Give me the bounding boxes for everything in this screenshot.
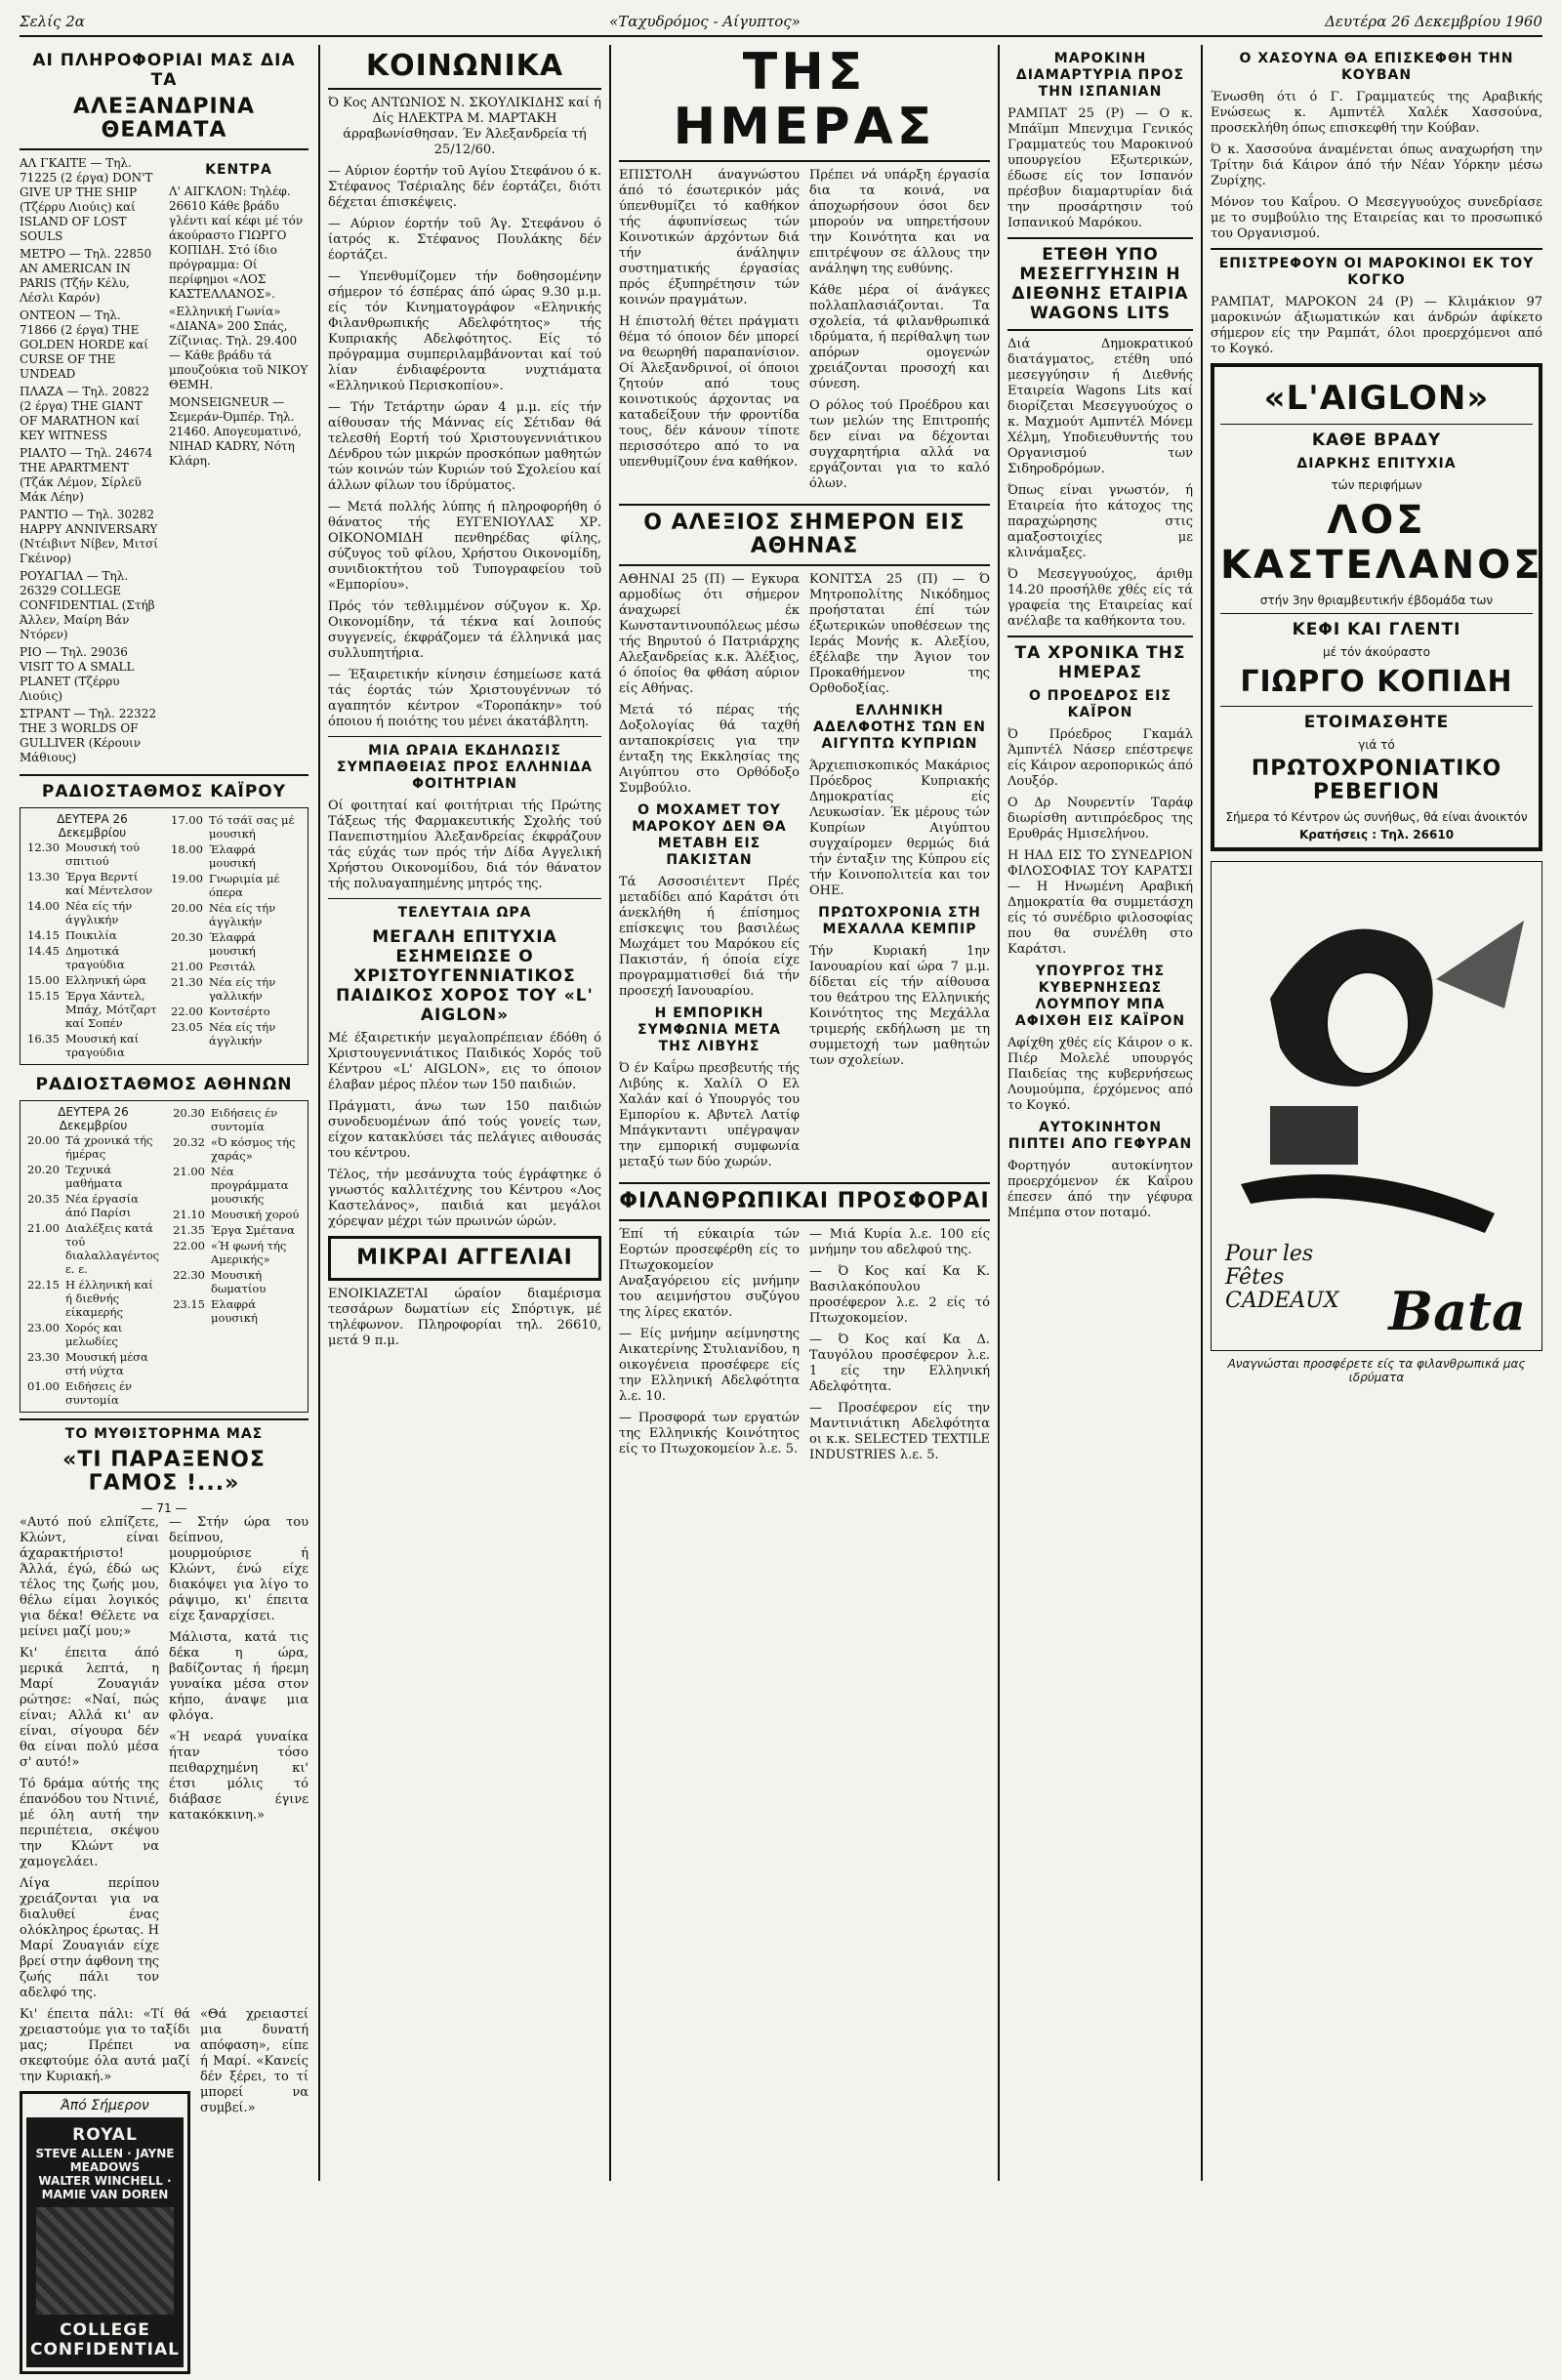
radio-athens-title: ΡΑΔΙΟΣΤΑΘΜΟΣ ΑΘΗΝΩΝ — [35, 1075, 293, 1094]
social-paragraph: — Τήν Τετάρτην ώραν 4 μ.μ. είς τήν αίθουσαν τής Μάννας είς Σέτιδαν θά τελεσθή Εορτή τού Χριστουγεννιάτικου Δένδρου τών μικρών προσκόπων μαθητών τών κοινών τών Κυριών τού Σχολείου καί άλλων φίλων του ίδρύματος. — [328, 400, 601, 493]
cinema-item: ΡΑΝΤΙΟ — Τηλ. 30282 HAPPY ANNIVERSARY (Ντέιβιντ Νίβεν, Μιτσί Γκέινορ) — [20, 508, 158, 565]
aiglon-ad-line: ΕΤΟΙΜΑΣΘΗΤΕ — [1303, 713, 1450, 732]
serial-paragraph: Κι' έπειτα πάλι: «Τί θά χρειαστούμε για το ταξίδι μας; Πρέπει να σκεφτούμε όλα αυτά μαζί την Κυριακή.» — [20, 2007, 190, 2084]
last-hour-label: ΤΕΛΕΥΤΑΙΑ ΩΡΑ — [397, 905, 532, 921]
column-entertainment — [20, 45, 308, 2359]
congo-headline: ΕΠΙΣΤΡΕΦΟΥΝ ΟΙ ΜΑΡΟΚΙΝΟΙ ΕΚ ΤΟΥ ΚΟΓΚΟ — [1218, 256, 1535, 288]
schedule-row — [168, 900, 304, 929]
editorial-paragraph: Πρέπει νά υπάρξη έργασία δια τα κοινά, να άποχωρήσουν όσοι δεν μπορούν να υπηρετήσουν την Κοινότητα και να επιτρέψουν σε άλλους την ανάληψη της ευθύνης. — [809, 168, 990, 276]
schedule-row — [170, 1222, 304, 1238]
social-paragraph: — Αύριον έορτήν τοῦ Αγίου Στεφάνου ό κ. Στέφανος Τσέριαλης δέν έορτάζει, διότι δέχεται έπισκέψεις. — [328, 164, 601, 210]
newyear-text: Τήν Κυριακή 1ην Ιανουαρίου καί ώρα 7 μ.μ. δίδεται είς τήν αίθουσα του θεάτρου της Ελληνικής Κοινότητος της Μεχάλλα τριμερής εκδήλωση με τη συμμετοχή των μαθητών των σχολείων. — [809, 944, 990, 1068]
aiglon-ad-singer: ΓΙΩΡΓΟ ΚΟΠΙΔΗ — [1240, 665, 1513, 699]
cypriots-headline: ΕΛΛΗΝΙΚΗ ΑΔΕΛΦΟΤΗΣ ΤΩΝ ΕΝ ΑΙΓΥΠΤΩ ΚΥΠΡΙΩΝ — [813, 703, 986, 752]
cypriots-text: Άρχιεπισκοπικός Μακάριος Πρόεδρος Κυπριακής Δημοκρατίας είς Λευκωσίαν. Έκ μέρους τών Κυπρίων Αιγύπτου συγχαίρομεν θερμώς διά τήν ένταξιν της Κύπρου είς τήν Κοινοπολιτεία και τον ΟΗΕ. — [809, 759, 990, 898]
kentra-item: Λ' ΑΙΓΚΛΟΝ: Τηλέφ. 26610 Κάθε βράδυ γλέντι καί κέφι μέ τόν άκούραστο ΓΙΩΡΓΟ ΚΟΠΙΔΗ. Στό ίδιο πρόγραμμα: Οί περίφημοι «ΛΟΣ ΚΑΣΤΕΛΛΑΝΟΣ». — [169, 185, 304, 301]
schedule-time: 19.00 — [171, 872, 203, 885]
charity-item: — Μιά Κυρία λ.ε. 100 είς μνήμην του αδελφού της. — [809, 1227, 990, 1257]
small-ad: ΕΝΟΙΚΙΑΖΕΤΑΙ ώραίον διαμέρισμα τεσσάρων δωματίων είς Σπόρτιγκ, μέ τηλέφωνον. Πληροφορίαι τηλ. 26610, μετά 9 π.μ. — [328, 1287, 601, 1348]
schedule-row — [24, 1162, 162, 1191]
accident-headline: ΑΥΤΟΚΙΝΗΤΟΝ ΠΙΠΤΕΙ ΑΠΟ ΓΕΦΥΡΑΝ — [1007, 1120, 1193, 1152]
fir-branch-shape — [1436, 921, 1524, 1008]
libya-text: Ό έν Καΐρω πρεσβευτής τής Λιβύης κ. Χαλίλ Ο Ελ Χαλάν καί ό Υπουργός του Εμπορίου κ. Αβντελ Λατίφ Μπάγκνταντι υπέγραψαν την εμπορική συμφωνία μεταξύ των δύο χωρών. — [619, 1061, 800, 1169]
schedule-row — [170, 1296, 304, 1326]
minister-headline: ΥΠΟΥΡΓΟΣ ΤΗΣ ΚΥΒΕΡΝΗΣΕΩΣ ΛΟΥΜΠΟΥ ΜΠΑ ΑΦΙΧΘΗ ΕΙΣ ΚΑΪΡΟΝ — [1014, 964, 1186, 1029]
editorial-paragraph: ΕΠΙΣΤΟΛΗ άναγνώστου άπό τό έσωτερικόν μάς ύπενθυμίζει τό καθήκον τής άφυπνίσεως τών Κοινοτικών άρχόντων διά τήν άνάληψιν συστηματικής έργασίας πρός έξυπηρέτησιν τών κοινών πραγμάτων. — [619, 168, 800, 308]
editorial-paragraph: Η έπιστολή θέτει πράγματι θέμα τό όποιον δέν μπορεί να θεωρηθή παραπανίσιον. Οί Άλεξανδρινοί, οί όποιοι ζητούν από τους κοινοτικούς άρχοντας να καταδείξουν τήν φροντίδα τους, δέν κάνουν τίποτε περισσότερο από το να υπενθυμίζουν ένα καθήκον. — [619, 314, 800, 470]
serial-paragraph: Μάλιστα, κατά τις δέκα η ώρα, βαδίζοντας ή ήρεμη γυναίκα μέσα στον κήπο, άναψε μια φλόγα. — [169, 1630, 308, 1723]
radio-athens-right-table — [170, 1105, 304, 1326]
serial-paragraph: Λίγα περίπου χρειάζονται για να διαλυθεί ένας ολόκληρος έρωτας. Η Μαρί Ζουαγιάν είχε βρεί στην άφθονη της ζωής πάλι τον αδελφό της. — [20, 1876, 159, 2000]
schedule-row — [24, 988, 160, 1031]
schedule-program: Νέα προγράμματα μουσικής — [211, 1165, 289, 1206]
column-rule — [1201, 45, 1203, 2181]
schedule-program: Νέα είς τήν γαλλικήν — [208, 975, 276, 1003]
schedule-row — [24, 840, 160, 869]
schedule-program: «Ό κόσμος τής χαράς» — [211, 1135, 296, 1163]
film-still-image — [36, 2207, 174, 2315]
wagons-paragraph: Διά Δημοκρατικού διατάγματος, ετέθη υπό μεσεγγύησιν ή Διεθνής Εταιρεία Wagons Lits καί διορίζεται Μεσεγγυούχος ο κ. Μαχμούτ Αμπντέλ Μόνεμ Χέλμη, Υποδιευθυντής του Οργανισμού των Σιδηροδρόμων. — [1007, 337, 1193, 476]
schedule-program: Έργα Χάντελ, Μπάχ, Μότζαρτ καί Σοπέν — [64, 989, 157, 1030]
cinema-item: ΑΛ ΓΚΑΙΤΕ — Τηλ. 71225 (2 έργα) DON'T GIVE UP THE SHIP (Τζέρρυ Λιούις) καί ISLAND OF LOST SOULS — [20, 156, 153, 243]
schedule-time: 17.00 — [171, 813, 203, 827]
party-paragraph: Μέ έξαιρετικήν μεγαλοπρέπειαν έδόθη ό Χριστουγεννιάτικος Παιδικός Χορός τοῦ Κέντρου «L' AIGLON», εις το όποιον έλαβαν μέρος πλέον των 150 παιδιών. — [328, 1031, 601, 1092]
schedule-program: Κοντσέρτο — [208, 1005, 270, 1018]
schedule-program: Ειδήσεις έν συντομία — [64, 1379, 133, 1407]
aiglon-ad-event: ΠΡΩΤΟΧΡΟΝΙΑΤΙΚΟ ΡΕΒΕΓΙΟΝ — [1251, 757, 1502, 804]
schedule-program: Ελαφρά μουσική — [211, 1297, 258, 1325]
schedule-row — [24, 898, 160, 927]
schedule-time: 20.30 — [171, 930, 203, 944]
schedule-time: 16.35 — [27, 1032, 60, 1046]
schedule-program: Τεχνικά μαθήματα — [64, 1163, 123, 1190]
schedule-time: 14.45 — [27, 944, 60, 958]
radio-athens-schedule — [20, 1100, 308, 1413]
schedule-row — [170, 1238, 304, 1267]
column-social — [328, 45, 601, 2181]
cinema-item: ΡΙΟ — Τηλ. 29036 VISIT TO A SMALL PLANET (Τζέρρυ Λιούις) — [20, 645, 135, 703]
bata-logo: Bata — [1388, 1280, 1526, 1342]
schedule-row — [24, 927, 160, 943]
sympathy-headline: ΜΙΑ ΩΡΑΙΑ ΕΚΔΗΛΩΣΙΣ ΣΥΜΠΑΘΕΙΑΣ ΠΡΟΣ ΕΛΛΗΝΙΔΑ ΦΟΙΤΗΤΡΙΑΝ — [337, 743, 593, 792]
social-paragraph: — Έξαιρετικήν κίνησιν έσημείωσε κατά τάς έορτάς τών Χριστουγέννων τό αγαπητόν κέντρον «Τοροπάκην» τού όποιου ή ποιότης του μένει άκατάβλητη. — [328, 668, 601, 729]
schedule-time: 01.00 — [27, 1379, 60, 1393]
aiglon-ad-line: τών περιφήμων — [1331, 478, 1422, 492]
social-paragraph: — Αύριον έορτήν τοῦ Άγ. Στεφάνου ό ίατρός κ. Στέφανος Πουλάκης δέν έορτάζει. — [328, 217, 601, 263]
alexios-paragraph: Μετά τό πέρας τής Δοξολογίας θά ταχθή ανταποκρίσεις για την ένταξη της Εκκλησίας της Αιγύπτου στο Ορθόδοξο Συμβούλιο. — [619, 703, 800, 796]
party-paragraph: Τέλος, τήν μεσάνυχτα τούς έγράφτηκε ό γνωστός καλλιτέχνης του Κέντρου «Λος Καστελάνος», παιδιά και μεγάλοι χόρεψαν μέχρι τών πρωινών ώρών. — [328, 1168, 601, 1229]
morocco-headline: ΜΑΡΟΚΙΝΗ ΔΙΑΜΑΡΤΥΡΙΑ ΠΡΟΣ ΤΗΝ ΙΣΠΑΝΙΑΝ — [1015, 51, 1185, 100]
schedule-time: 20.00 — [171, 901, 203, 915]
schedule-row — [168, 959, 304, 974]
schedule-program: Διαλέξεις κατά τού διαλαλλαγέντος ε. ε. — [64, 1221, 160, 1276]
charity-item: — Προσέφερον είς την Μαντινιάτικη Αδελφότητα οι κ.κ. SELECTED TEXTILE INDUSTRIES λ.ε. 5. — [809, 1401, 990, 1462]
radio-athens-left-table — [24, 1132, 162, 1408]
schedule-time: 12.30 — [27, 841, 60, 854]
alexios-paragraph: ΑΘΗΝΑΙ 25 (Π) — Εγκυρα αρμοδίως ότι σήμερον άναχωρεί έκ Κωνσταντινουπόλεως μέσω τής Βηρυτού ό Πατριάρχης Αλεξανδρείας κ.κ. Άλέξιος, ό όποίος θα φθάση αύριον είς Αθήνας. — [619, 572, 800, 696]
schedule-time: 21.10 — [173, 1208, 206, 1221]
aiglon-ad-line: ΚΕΦΙ ΚΑΙ ΓΛΕΝΤΙ — [1292, 620, 1461, 639]
listings-title: ΑΛΕΞΑΝΔΡΙΝΑ ΘΕΑΜΑΤΑ — [72, 95, 256, 143]
schedule-program: Έλαφρά μουσική — [208, 842, 256, 870]
schedule-row — [24, 1378, 162, 1408]
schedule-program: Γνωριμία μέ όπερα — [208, 872, 280, 899]
schedule-row — [168, 929, 304, 959]
serial-paragraph: «Θά χρειαστεί μια δυνατή απόφαση», είπε ή Μαρί. «Κανείς δέν ξέρει, το τί μπορεί να συμβεί.» — [199, 2007, 308, 2115]
column-today — [619, 45, 990, 2181]
kentra-list — [169, 156, 308, 768]
radio-athens-date: ΔΕΥΤΕΡΑ 26 Δεκεμβρίου — [58, 1105, 129, 1132]
engagement-notice: Ό Κος ΑΝΤΩΝΙΟΣ Ν. ΣΚΟΥΛΙΚΙΔΗΣ καί ή Δίς ΗΛΕΚΤΡΑ Μ. ΜΑΡΤΑΚΗ άρραβωνίσθησαν. Έν Άλεξανδρεία τή 25/12/60. — [328, 96, 601, 157]
schedule-program: Τά χρονικά τής ήμέρας — [64, 1133, 153, 1161]
page-header — [20, 8, 1542, 37]
morocco-text: ΡΑΜΠΑΤ 25 (Ρ) — Ο κ. Μπάϊμπ Μπενχιμα Γενικός Γραμματεύς του Μαροκινού υπουργείου Εξωτερικών, έδωσε είς τον Ισπανόν πρέσβυν διαμαρτυρίαν διά την προσάρτησιν τού Ισπανικού Μαρόκου. — [1007, 106, 1193, 230]
chronika-headline: ΤΑ ΧΡΟΝΙΚΑ ΤΗΣ ΗΜΕΡΑΣ — [1014, 643, 1186, 682]
charity-footer: Αναγνώσται προσφέρετε είς τα φιλανθρωπικά μας ιδρύματα — [1227, 1357, 1526, 1384]
serial-paragraph: «Ή νεαρά γυναίκα ήταν τόσο πειθαρχημένη κι' έτσι μόλις τό διάβασε έγινε κατακόκκινη.» — [169, 1730, 308, 1823]
schedule-program: Μουσική τού σπιτιού — [64, 841, 140, 868]
column-rule — [609, 45, 611, 2181]
pakistan-headline: Ο ΜΟΧΑΜΕΤ ΤΟΥ ΜΑΡΟΚΟΥ ΔΕΝ ΘΑ ΜΕΤΑΒΗ ΕΙΣ ΠΑΚΙΣΤΑΝ — [632, 802, 787, 868]
schedule-row — [24, 1191, 162, 1220]
schedule-time: 15.00 — [27, 973, 60, 987]
schedule-row — [170, 1134, 304, 1164]
cinema-item: ΡΙΑΛΤΟ — Τηλ. 24674 THE APARTMENT (Τζάκ Λέμον, Σίρλεϋ Μάκ Λέην) — [20, 446, 153, 504]
schedule-row — [168, 841, 304, 871]
kentra-item: MONSEIGNEUR — Σεμεράν-Όμπέρ. Τηλ. 21460. Απογευματινό, NIHAD KADRY, Νότη Κλάρη. — [169, 395, 302, 468]
schedule-row — [24, 1220, 162, 1277]
schedule-time: 13.30 — [27, 870, 60, 883]
schedule-row — [24, 972, 160, 988]
schedule-time: 20.00 — [27, 1133, 60, 1147]
kentra-title: ΚΕΝΤΡΑ — [205, 162, 272, 178]
accident-text: Φορτηγόν αυτοκίνητον προερχόμενον έκ Καΐρου έπεσεν άπό την γέφυρα Μπέμπα στον ποταμό. — [1007, 1159, 1193, 1220]
schedule-row — [168, 812, 304, 841]
schedule-program: Νέα είς τήν άγγλικήν — [64, 899, 133, 926]
serial-paragraph: «Αυτό πού ελπίζετε, Κλώντ, είναι άχαρακτήριστο! Άλλά, έγώ, έδώ ως τέλος της ζωής μου, θέλω είμαι λογικός για δέκα! Θέλετε να μείνει μαζί μου;» — [20, 1515, 159, 1639]
bata-ad-line: CADEAUX — [1225, 1289, 1339, 1313]
charity-item: — Είς μνήμην αείμνηστης Αικατερίνης Στυλιανίδου, η οικογένεια προσέφερε είς την Ελληνική Αδελφότητα λ.ε. 10. — [619, 1327, 800, 1404]
schedule-program: Η έλληνική καί ή διεθνής είκαμερής — [64, 1278, 153, 1319]
schedule-time: 21.30 — [171, 975, 203, 989]
aiglon-ad-name: «L'AIGLON» — [1263, 379, 1490, 418]
serial-paragraph: Τό δράμα αύτής της έπανόδου του Ντινιέ, μέ όλη αυτή την περιπέτεια, σκέψου την Κλώντ να χαμογελάει. — [20, 1777, 159, 1869]
minister-text: Αφίχθη χθές είς Κάιρον ο κ. Πιέρ Μολελέ υπουργός Παιδείας της κυβερνήσεως Λουμούμπα, έρχόμενος από το Κογκό. — [1007, 1036, 1193, 1113]
schedule-program: Νέα έργασία άπό Παρίσι — [64, 1192, 139, 1219]
schedule-time: 14.15 — [27, 928, 60, 942]
cinema-ad-stars-2: WALTER WINCHELL · MAMIE VAN DOREN — [38, 2174, 172, 2201]
bata-ad-text — [1225, 1243, 1339, 1313]
schedule-program: «Ή φωνή τής Αμερικής» — [211, 1239, 287, 1266]
radio-cairo-title: ΡΑΔΙΟΣΤΑΘΜΟΣ ΚΑΪΡΟΥ — [41, 782, 287, 801]
chronika-item: Η ΗΑΔ ΕΙΣ ΤΟ ΣΥΝΕΔΡΙΟΝ ΦΙΛΟΣΟΦΙΑΣ ΤΟΥ ΚΑΡΑΤΣΙ — Η Ηνωμένη Αραβική Δημοκρατία θα συμμετάσχη είς τό συνέδριο φιλοσοφίας που θα συνέλθη στο Καράτσι. — [1007, 848, 1193, 957]
social-paragraph: — Μετά πολλής λύπης ή πληροφορήθη ό θάνατος τής ΕΥΓΕΝΙΟΥΛΑΣ ΧΡ. ΟΙΚΟΝΟΜΙΔΗ πενθηρέδας φίλης, σύζυγος τοῦ φίλου, Χρήστου Οικονομίδη, συνιδιοκτήτου τοῦ Τυπογραφείου τοῦ «Εμπορίου». — [328, 500, 601, 593]
schedule-time: 14.00 — [27, 899, 60, 913]
serial-chapter: — 71 — — [141, 1501, 187, 1515]
schedule-program: Τό τσάϊ σας μέ μουσική — [208, 813, 295, 841]
schedule-row — [24, 1031, 160, 1060]
schedule-time: 22.00 — [173, 1239, 206, 1252]
cinema-ad-film: COLLEGE CONFIDENTIAL — [30, 2320, 180, 2359]
charity-item: Έπί τή εύκαιρία τών Εορτών προσεφέρθη είς το Πτωχοκομείον Αναξαγόρειου είς μνήμην του αειμνήστου συζύγου της λίρες εκατόν. — [619, 1227, 800, 1320]
shoe-shape — [1241, 1174, 1495, 1233]
aiglon-ad-group: ΛΟΣ ΚΑΣΤΕΛΑΝΟΣ — [1220, 498, 1543, 588]
listings-subtitle: ΑΙ ΠΛΗΡΟΦΟΡΙΑΙ ΜΑΣ ΔΙΑ ΤΑ — [32, 51, 296, 90]
wagons-headline: ΕΤΕΘΗ ΥΠΟ ΜΕΣΕΓΓΥΗΣΙΝ Η ΔΙΕΘΝΗΣ ΕΤΑΙΡΙΑ WAGONS LITS — [1011, 245, 1189, 323]
page-number: Σελίς 2α — [20, 13, 85, 30]
schedule-row — [24, 1349, 162, 1378]
charity-headline: ΦΙΛΑΝΘΡΩΠΙΚΑΙ ΠΡΟΣΦΟΡΑΙ — [619, 1189, 990, 1213]
schedule-time: 23.15 — [173, 1297, 206, 1311]
chronika-item: Ό Πρόεδρος Γκαμάλ Άμπντέλ Νάσερ επέστρεψε είς Κάιρον αεροπορικώς άπό Λουξόρ. — [1007, 727, 1193, 789]
schedule-row — [168, 974, 304, 1004]
social-paragraph: — Υπενθυμίζομεν τήν δοθησομένην σήμερον τό έσπέρας άπό ώρας 9.30 μ.μ. είς τόν Κινηματογράφον «Εληνικής Φιλανθρωπικής Αδελφότητος» τής Κυπριακής Αδελφότητος. Είς τό πρόγραμμα συμπεριλαμβάνονται καί τού λίαν ένδιαφέροντα νυχτιάματα «Ελληνικού Περισκοπίου». — [328, 269, 601, 393]
schedule-program: Δημοτικά τραγούδια — [64, 944, 125, 971]
issue-date: Δευτέρα 26 Δεκεμβρίου 1960 — [1325, 13, 1542, 30]
kouva-paragraph: Ό κ. Χασσούνα άναμένεται όπως αναχωρήση την Τρίτην διά Κάιρον άπό τήν Νέαν Υόρκην μέσω Ζυρίχης. — [1211, 143, 1542, 188]
radio-cairo-schedule — [20, 807, 308, 1065]
schedule-program: Ρεσιτάλ — [208, 960, 256, 973]
cinema-ad-venue: ROYAL — [72, 2125, 138, 2145]
column-rule — [998, 45, 1000, 2181]
schedule-row — [24, 1320, 162, 1349]
cinema-list — [20, 156, 159, 768]
charity-item: — Ό Κος καί Κα Δ. Ταυγόλου προσέφερον λ.ε. 1 είς την Ελληνική Αδελφότητα. — [809, 1333, 990, 1394]
congo-text: ΡΑΜΠΑΤ, ΜΑΡΟΚΟΝ 24 (Ρ) — Κλιμάκιον 97 μαροκινών άξιωματικών και άνδρών άφίκετο σήμερον είς την Ραμπάτ, όλοι προερχόμενοι από το Κογκό. — [1211, 295, 1542, 356]
chronika-item: Ο Δρ Νουρεντίν Ταράφ διωρίσθη αντιπρόεδρος της Ερυθράς Ημισελήνου. — [1007, 796, 1193, 841]
party-headline: ΜΕΓΑΛΗ ΕΠΙΤΥΧΙΑ ΕΣΗΜΕΙΩΣΕ Ο ΧΡΙΣΤΟΥΓΕΝΝΙΑΤΙΚΟΣ ΠΑΙΔΙΚΟΣ ΧΟΡΟΣ ΤΟΥ «L' AIGLON» — [336, 927, 594, 1025]
charity-item: — Προσφορά των εργατών της Ελληνικής Κοινότητος είς το Πτωχοκομείον λ.ε. 5. — [619, 1411, 800, 1457]
schedule-time: 15.15 — [27, 989, 60, 1003]
aiglon-ad — [1211, 363, 1542, 851]
aiglon-ad-line: μέ τόν άκούραστο — [1323, 645, 1430, 659]
aiglon-ad-phone: Κρατήσεις : Τηλ. 26610 — [1298, 828, 1455, 841]
schedule-program: Ελληνική ώρα — [64, 973, 146, 987]
schedule-row — [24, 869, 160, 898]
bata-ad-line: Pour les — [1225, 1242, 1314, 1266]
aiglon-ad-line: Σήμερα τό Κέντρον ώς συνήθως, θά είναι άνοικτόν — [1225, 810, 1528, 824]
cinema-ad-label: Άπό Σήμερον — [61, 2098, 149, 2113]
aiglon-ad-line: γιά τό — [1358, 738, 1395, 752]
woman-face-shape — [1327, 972, 1409, 1074]
wagons-paragraph: Ό Μεσεγγυούχος, άριθμ 14.20 προσήλθε χθές είς τά γραφεία της Εταιρείας καί ανέλαβε τα καθήκοντα του. — [1007, 567, 1193, 629]
chronika-subhead: Ο ΠΡΟΕΔΡΟΣ ΕΙΣ ΚΑΪΡΟΝ — [1029, 688, 1172, 720]
schedule-row — [168, 871, 304, 900]
schedule-row — [168, 1004, 304, 1019]
social-paragraph: Πρός τόν τεθλιμμένον σύζυγον κ. Χρ. Οικονομίδην, τά τέκνα καί λοιπούς συγγενείς, έκφράζομεν τά έλληνικά μας συλλυπητήρια. — [328, 599, 601, 661]
aiglon-ad-line: ΔΙΑΡΚΗΣ ΕΠΙΤΥΧΙΑ — [1296, 456, 1457, 472]
editorial-paragraph: Κάθε μέρα οί άνάγκες πολλαπλασιάζονται. Τα σχολεία, τά φιλανθρωπικά ιδρύματα, ή περίθαλψη των απόρων ομογενών χρειάζονται προσοχή και σύνεση. — [809, 283, 990, 391]
bata-ad — [1211, 861, 1542, 1351]
schedule-row — [170, 1267, 304, 1296]
cinema-item: ΜΕΤΡΟ — Τηλ. 22850 AN AMERICAN IN PARIS (Τζήν Κέλυ, Λέσλι Καρόν) — [20, 247, 152, 305]
gift-box-shape — [1270, 1106, 1358, 1165]
schedule-time: 20.30 — [173, 1106, 206, 1120]
schedule-time: 21.35 — [173, 1223, 206, 1237]
schedule-time: 22.15 — [27, 1278, 60, 1292]
schedule-row — [170, 1207, 304, 1222]
schedule-time: 20.20 — [27, 1163, 60, 1176]
cinema-item: ΠΛΑΖΑ — Τηλ. 20822 (2 έργα) THE GIANT OF MARATHON καί KEY WITNESS — [20, 385, 150, 442]
radio-cairo-left-table — [24, 840, 160, 1060]
schedule-time: 20.35 — [27, 1192, 60, 1206]
radio-cairo-right-table — [168, 812, 304, 1048]
cinema-item: ΟΝΤΕΟΝ — Τηλ. 71866 (2 έργα) THE GOLDEN HORDE καί CURSE OF THE UNDEAD — [20, 308, 148, 381]
newspaper-name: «Ταχυδρόμος - Αίγυπτος» — [609, 13, 801, 30]
schedule-row — [168, 1019, 304, 1048]
column-right — [1211, 45, 1542, 2181]
alexios-headline: Ο ΑΛΕΞΙΟΣ ΣΗΜΕΡΟΝ ΕΙΣ ΑΘΗΝΑΣ — [643, 511, 966, 558]
charity-item: — Ό Κος καί Κα Κ. Βασιλακόπουλου προσέφερον λ.ε. 2 είς τό Πτωχοκομείον. — [809, 1264, 990, 1326]
aiglon-ad-line: ΚΑΘΕ ΒΡΑΔΥ — [1311, 431, 1442, 450]
schedule-program: Χορός και μελωδίες — [64, 1321, 123, 1348]
wagons-continuation: Μόνον του Καΐρου. Ο Μεσεγγυούχος συνεδρίασε με το συμβούλιο της Εταιρείας και το προσωπικό του Οργανισμού. — [1211, 195, 1542, 241]
serial-paragraph: Κι' έπειτα άπό μερικά λεπτά, η Μαρί Ζουαγιάν ρώτησε: «Ναί, πώς είναι; Αλλά κι' αν είναι, σίγουρα δέν θα είναι πολύ μέσα σ' αυτό!» — [20, 1646, 159, 1770]
kouva-headline: Ο ΧΑΣΟΥΝΑ ΘΑ ΕΠΙΣΚΕΦΘΗ ΤΗΝ ΚΟΥΒΑΝ — [1239, 51, 1514, 83]
schedule-row — [170, 1164, 304, 1207]
schedule-time: 23.30 — [27, 1350, 60, 1364]
sympathy-text: Οί φοιτηταί καί φοιτήτριαι τής Πρώτης Τάξεως τής Φαρμακευτικής Σχολής τού Πανεπιστημίου Άλεξανδρείας έκφράζουν τάς εύχάς των πρός τήν Δίδα Αγγελική Χρήστου Οικονομίδου, διά τόν θάνατον τής πολυαγαπημένης μητρός της. — [328, 799, 601, 891]
social-section-title: ΚΟΙΝΩΝΙΚΑ — [365, 49, 564, 83]
party-paragraph: Πράγματι, άνω των 150 παιδιών συνοδευομένων άπό τούς γονείς των, είχον κατακλύσει τάς πελάγιες αιθουσάς του κέντρου. — [328, 1099, 601, 1161]
editorial-paragraph: Ο ρόλος τού Προέδρου και των μελών της Επιτροπής δεν είναι να δέχονται συγχαρητήρια αλλά να εργάζονται για το καλό όλων. — [809, 398, 990, 491]
schedule-program: Μουσική δωματίου — [211, 1268, 267, 1295]
schedule-program: Νέα είς τήν άγγλικήν — [208, 1020, 276, 1047]
schedule-program: Ποικιλία — [64, 928, 117, 942]
small-ads-title: ΜΙΚΡΑΙ ΑΓΓΕΛΙΑΙ — [356, 1246, 573, 1270]
schedule-time: 22.30 — [173, 1268, 206, 1282]
cinema-item: ΣΤΡΑΝΤ — Τηλ. 22322 THE 3 WORLDS OF GULLIVER (Κέρουιν Μάθιους) — [20, 707, 156, 764]
pakistan-text: Τά Ασσοσιέιτεντ Πρές μεταδίδει από Καράτσι ότι άνεκλήθη ή έπίσημος επίσκεψις του βασιλέως Μωχάμετ του Μαρόκου είς Πακιστάν, ή όποία είχε προγραμματισθεί διά τήν προσεχή Ιανουαρίου. — [619, 875, 800, 999]
schedule-row — [24, 943, 160, 972]
schedule-row — [24, 1277, 162, 1320]
wagons-paragraph: Όπως είναι γνωστόν, ή Εταιρεία ήτο κάτοχος της παραχώρησης στις αμαξοστοιχίες με κλινάμαξες. — [1007, 483, 1193, 560]
schedule-row — [24, 1132, 162, 1162]
schedule-time: 23.00 — [27, 1321, 60, 1334]
schedule-program: Ειδήσεις έν συντομία — [211, 1106, 278, 1133]
schedule-time: 23.05 — [171, 1020, 203, 1034]
schedule-program: Έλαφρά μουσική — [208, 930, 256, 958]
cinema-ad-stars: STEVE ALLEN · JAYNE MEADOWS — [35, 2147, 175, 2174]
column-rule — [318, 45, 320, 2181]
kouva-text: Ένωσθη ότι ό Γ. Γραμματεύς της Αραβικής Ενώσεως κ. Αμπντέλ Χαλέκ Χασσούνα, προσεκλήθη όπως επισκεφθή την Κούβαν. — [1211, 90, 1542, 136]
bata-ad-line: Fêtes — [1225, 1265, 1285, 1290]
schedule-time: 18.00 — [171, 842, 203, 856]
aiglon-ad-line: στήν 3ην θριαμβευτικήν έβδομάδα των — [1259, 594, 1494, 607]
radio-cairo-date: ΔΕΥΤΕΡΑ 26 Δεκεμβρίου — [57, 812, 128, 840]
schedule-time: 22.00 — [171, 1005, 203, 1018]
schedule-time: 20.32 — [173, 1135, 206, 1149]
serial-title: «ΤΙ ΠΑΡΑΞΕΝΟΣ ΓΑΜΟΣ !...» — [62, 1448, 266, 1496]
alexios-paragraph: ΚΟΝΙΤΣΑ 25 (Π) — Ό Μητροπολίτης Νικόδημος προήσταται έπί τών έξωτερικών υποθέσεων της Ιεράς Μονής κ. Αλεξίου, έξέλαβε την Άγιον τον Προκαθήμενον της Ορθοδοξίας. — [809, 572, 990, 696]
cinema-item: ΡΟΥΑΓΙΑΛ — Τηλ. 26329 COLLEGE CONFIDENTIAL (Στήβ Άλλεν, Μαίρη Βάν Ντόρεν) — [20, 569, 155, 641]
schedule-row — [170, 1105, 304, 1134]
cinema-ad — [20, 2091, 190, 2374]
today-masthead: ΤΗΣ ΗΜΕΡΑΣ — [673, 43, 936, 156]
schedule-program: Μουσική χορού — [211, 1208, 300, 1221]
schedule-program: Μουσική καί τραγούδια — [64, 1032, 140, 1059]
small-ads-box — [328, 1236, 601, 1281]
libya-headline: Η ΕΜΠΟΡΙΚΗ ΣΥΜΦΩΝΙΑ ΜΕΤΑ ΤΗΣ ΛΙΒΥΗΣ — [637, 1005, 781, 1054]
schedule-program: Νέα είς τήν άγγλικήν — [208, 901, 276, 928]
schedule-time: 21.00 — [171, 960, 203, 973]
schedule-program: Έργα Σμέτανα — [211, 1223, 295, 1237]
serial-paragraph: — Στήν ώρα του δείπνου, μουρμούρισε ή Κλώντ, ένώ είχε διακόψει για λίγο το ράψιμο, κι' έπειτα είχε ξαναρχίσει. — [169, 1515, 308, 1623]
schedule-time: 21.00 — [27, 1221, 60, 1235]
schedule-time: 21.00 — [173, 1165, 206, 1178]
kentra-item: «Ελληνική Γωνία» «ΔΙΑΝΑ» 200 Σπάς, Ζίζινιας. Τηλ. 29.400 — Κάθε βράδυ τά μπουζούκια τοῦ ΝΙΚΟΥ ΘΕΜΗ. — [169, 305, 308, 391]
column-news — [1007, 45, 1193, 2181]
schedule-program: Έργα Βερντί καί Μέντελσον — [64, 870, 153, 897]
schedule-program: Μουσική μέσα στή νύχτα — [64, 1350, 148, 1377]
serial-section-title: ΤΟ ΜΥΘΙΣΤΟΡΗΜΑ ΜΑΣ — [64, 1426, 264, 1442]
newyear-headline: ΠΡΩΤΟΧΡΟΝΙΑ ΣΤΗ ΜΕΧΑΛΛΑ ΚΕΜΠΙΡ — [818, 905, 981, 937]
